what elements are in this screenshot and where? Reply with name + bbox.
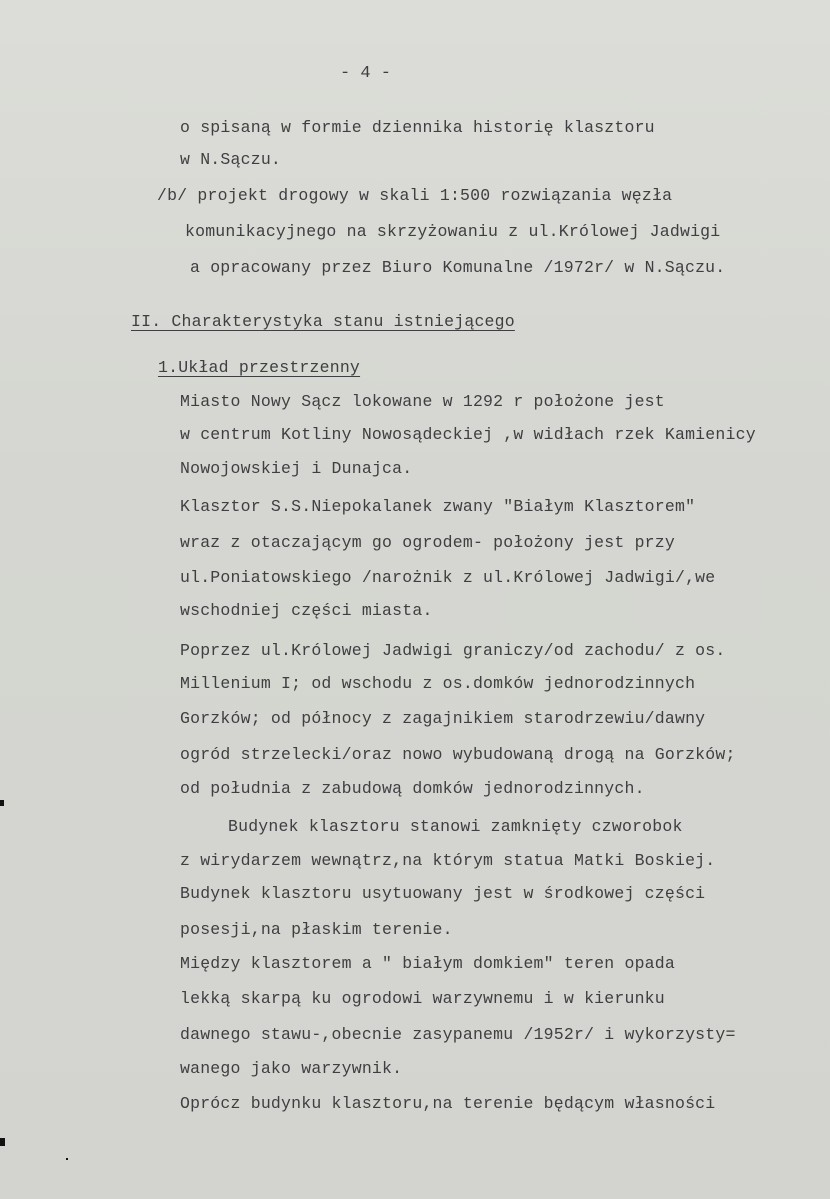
- text-line: Oprócz budynku klasztoru,na terenie będącym własności: [180, 1094, 716, 1113]
- ink-speck: [66, 1158, 68, 1160]
- text-line: ogród strzelecki/oraz nowo wybudowaną drogą na Gorzków;: [180, 745, 736, 764]
- text-line: w centrum Kotliny Nowosądeckiej ,w widłach rzek Kamienicy: [180, 425, 756, 444]
- page-number: - 4 -: [340, 64, 392, 83]
- text-line: z wirydarzem wewnątrz,na którym statua Matki Boskiej.: [180, 851, 716, 870]
- text-line: /b/ projekt drogowy w skali 1:500 rozwiązania węzła: [157, 186, 673, 205]
- text-line: Miasto Nowy Sącz lokowane w 1292 r położone jest: [180, 392, 665, 411]
- subsection-heading: [158, 358, 360, 378]
- text-line: Budynek klasztoru usytuowany jest w środkowej części: [180, 884, 706, 903]
- text-line: komunikacyjnego na skrzyżowaniu z ul.Królowej Jadwigi: [185, 222, 721, 241]
- text-line: Gorzków; od północy z zagajnikiem starodrzewiu/dawny: [180, 709, 706, 728]
- text-line: Millenium I; od wschodu z os.domków jednorodzinnych: [180, 674, 696, 693]
- ink-speck: [0, 800, 4, 806]
- subsection-heading-text: 1.Układ przestrzenny: [158, 358, 361, 377]
- text-line: ul.Poniatowskiego /narożnik z ul.Królowej Jadwigi/,we: [180, 568, 716, 587]
- section-heading: [131, 312, 515, 332]
- text-line: wschodniej części miasta.: [180, 601, 433, 620]
- text-line: Nowojowskiej i Dunajca.: [180, 459, 413, 478]
- text-line: wanego jako warzywnik.: [180, 1059, 403, 1078]
- text-line: o spisaną w formie dziennika historię klasztoru: [180, 118, 655, 137]
- text-line: od południa z zabudową domków jednorodzinnych.: [180, 779, 645, 798]
- text-line: Budynek klasztoru stanowi zamknięty czworobok: [228, 817, 683, 836]
- section-heading-text: II. Charakterystyka stanu istniejącego: [131, 312, 515, 331]
- text-line: dawnego stawu-,obecnie zasypanemu /1952r/ i wykorzysty=: [180, 1025, 736, 1044]
- text-line: Poprzez ul.Królowej Jadwigi graniczy/od zachodu/ z os.: [180, 641, 726, 660]
- text-line: w N.Sączu.: [180, 150, 282, 169]
- text-line: posesji,na płaskim terenie.: [180, 920, 453, 939]
- ink-speck: [0, 1138, 5, 1146]
- text-line: a opracowany przez Biuro Komunalne /1972r/ w N.Sączu.: [190, 258, 726, 277]
- text-line: wraz z otaczającym go ogrodem- położony jest przy: [180, 533, 675, 552]
- text-line: Między klasztorem a " białym domkiem" teren opada: [180, 954, 675, 973]
- text-line: Klasztor S.S.Niepokalanek zwany "Białym Klasztorem": [180, 497, 696, 516]
- text-line: lekką skarpą ku ogrodowi warzywnemu i w kierunku: [180, 989, 665, 1008]
